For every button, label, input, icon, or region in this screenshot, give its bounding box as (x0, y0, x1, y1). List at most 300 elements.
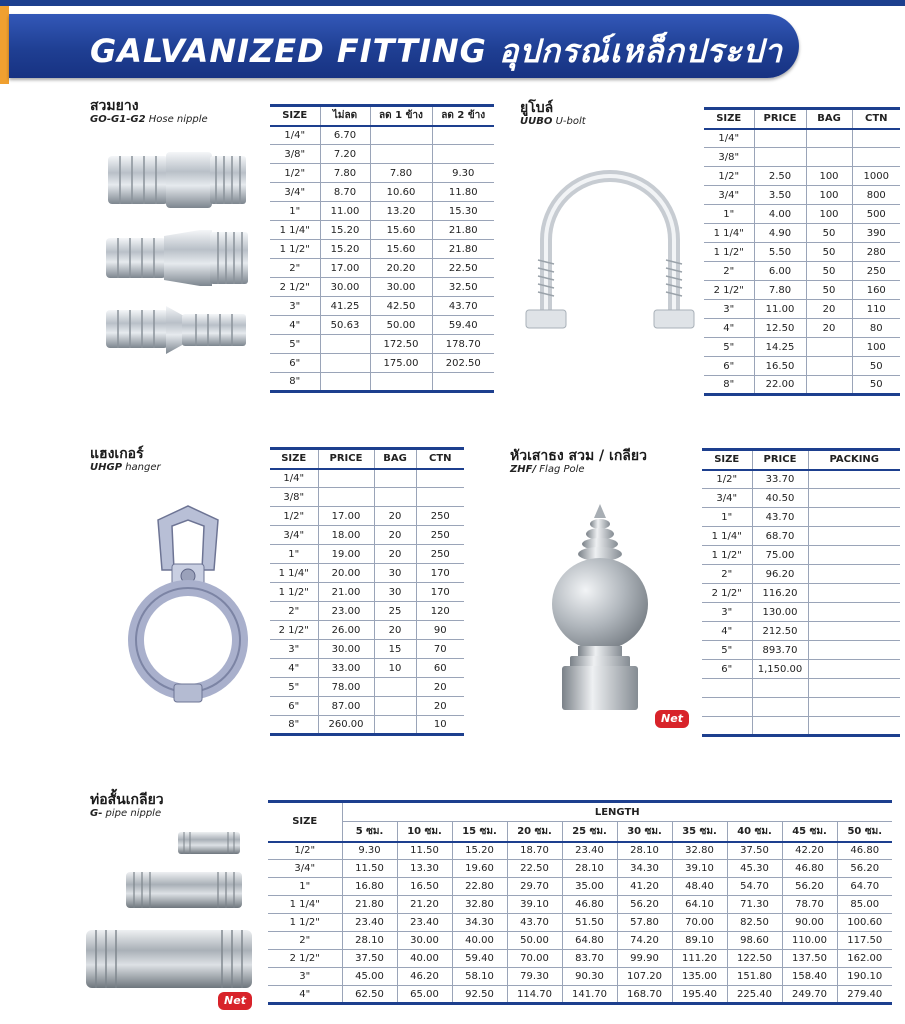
hose-name-th: สวมยาง (90, 98, 139, 114)
nipple-col-length: 40 ซม. (727, 822, 782, 842)
nipple-value-cell: 32.80 (672, 842, 727, 860)
nipple-value-cell: 70.00 (672, 914, 727, 932)
nipple-value-cell: 40.00 (397, 950, 452, 968)
ubolt-table-row (704, 205, 900, 224)
hanger-value-cell: 250 (416, 526, 464, 545)
nipple-value-cell: 59.40 (452, 950, 507, 968)
nipple-col-size: SIZE (268, 802, 342, 842)
ubolt-value-cell: 22.00 (754, 376, 806, 395)
hanger-size-cell: 5" (270, 678, 318, 697)
ubolt-value-cell: 80 (852, 319, 900, 338)
hanger-col-bag: BAG (374, 449, 416, 469)
hanger-col-price: PRICE (318, 449, 374, 469)
ubolt-value-cell: 14.25 (754, 338, 806, 357)
hanger-table-row (270, 640, 464, 659)
hose-size-cell: 4" (270, 316, 320, 335)
ubolt-value-cell: 12.50 (754, 319, 806, 338)
flagpole-value-cell: 130.00 (752, 603, 808, 622)
nipple-value-cell: 100.60 (837, 914, 892, 932)
ubolt-value-cell (852, 129, 900, 148)
ubolt-value-cell: 100 (806, 167, 852, 186)
ubolt-col-size: SIZE (704, 109, 754, 129)
ubolt-value-cell (806, 338, 852, 357)
hose-value-cell: 172.50 (370, 335, 432, 354)
ubolt-table-row (704, 376, 900, 395)
nipple-value-cell: 23.40 (342, 914, 397, 932)
nipple-col-length: 30 ซม. (617, 822, 672, 842)
nipple-size-cell: 1" (268, 878, 342, 896)
hose-col-reduce-1: ลด 1 ข้าง (370, 106, 432, 126)
ubolt-value-cell: 3.50 (754, 186, 806, 205)
hanger-size-cell: 1 1/2" (270, 583, 318, 602)
hose-value-cell: 50.63 (320, 316, 370, 335)
hanger-value-cell: 87.00 (318, 697, 374, 716)
flagpole-col-packing: PACKING (808, 450, 900, 470)
nipple-value-cell: 117.50 (837, 932, 892, 950)
hose-table-row (270, 335, 494, 354)
ubolt-price-table (704, 107, 900, 396)
ubolt-value-cell: 50 (806, 243, 852, 262)
nipple-value-cell: 30.00 (397, 932, 452, 950)
nipple-size-cell: 2 1/2" (268, 950, 342, 968)
nipple-value-cell: 39.10 (507, 896, 562, 914)
flagpole-size-cell (702, 698, 752, 717)
hanger-table-row (270, 583, 464, 602)
hanger-value-cell: 33.00 (318, 659, 374, 678)
nipple-value-cell: 70.00 (507, 950, 562, 968)
hose-table-row (270, 354, 494, 373)
hose-col-size: SIZE (270, 106, 320, 126)
ubolt-col-ctn: CTN (852, 109, 900, 129)
hanger-price-table (270, 447, 464, 736)
nipple-size-cell: 4" (268, 986, 342, 1004)
nipple-value-cell: 11.50 (342, 860, 397, 878)
nipple-size-cell: 3/4" (268, 860, 342, 878)
hose-table-row (270, 183, 494, 202)
hose-col-reduce-2: ลด 2 ข้าง (432, 106, 494, 126)
flagpole-value-cell: 75.00 (752, 546, 808, 565)
flagpole-table-row (702, 565, 900, 584)
flagpole-value-cell (808, 660, 900, 679)
nipple-value-cell: 111.20 (672, 950, 727, 968)
nipple-value-cell: 56.20 (617, 896, 672, 914)
nipple-value-cell: 42.20 (782, 842, 837, 860)
nipple-value-cell: 56.20 (782, 878, 837, 896)
nipple-col-length: 25 ซม. (562, 822, 617, 842)
hose-value-cell (432, 145, 494, 164)
hanger-value-cell: 18.00 (318, 526, 374, 545)
flagpole-table-row (702, 641, 900, 660)
nipple-value-cell: 58.10 (452, 968, 507, 986)
hose-value-cell: 7.80 (370, 164, 432, 183)
hose-size-cell: 3/8" (270, 145, 320, 164)
flagpole-value-cell: 116.20 (752, 584, 808, 603)
hose-label (90, 98, 208, 126)
nipple-value-cell: 11.50 (397, 842, 452, 860)
hanger-size-cell: 2" (270, 602, 318, 621)
nipple-size-cell: 2" (268, 932, 342, 950)
flagpole-value-cell (808, 679, 900, 698)
flagpole-value-cell (752, 698, 808, 717)
hose-nipple-image (100, 148, 260, 358)
hanger-value-cell: 250 (416, 507, 464, 526)
hose-size-cell: 1/4" (270, 126, 320, 145)
hanger-value-cell: 20 (416, 678, 464, 697)
nipple-value-cell: 21.20 (397, 896, 452, 914)
hanger-value-cell: 19.00 (318, 545, 374, 564)
nipple-size-cell: 3" (268, 968, 342, 986)
nipple-value-cell: 51.50 (562, 914, 617, 932)
nipple-col-length: 50 ซม. (837, 822, 892, 842)
flagpole-size-cell: 6" (702, 660, 752, 679)
flagpole-table-row (702, 717, 900, 736)
hose-size-cell: 2 1/2" (270, 278, 320, 297)
hose-table-row (270, 221, 494, 240)
ubolt-size-cell: 4" (704, 319, 754, 338)
nipple-value-cell: 135.00 (672, 968, 727, 986)
hanger-value-cell (318, 488, 374, 507)
nipple-value-cell: 99.90 (617, 950, 672, 968)
top-strip (0, 0, 905, 6)
nipple-code: G- (90, 808, 103, 820)
ubolt-table-row (704, 281, 900, 300)
nipple-value-cell: 32.80 (452, 896, 507, 914)
nipple-col-length: 5 ซม. (342, 822, 397, 842)
hanger-size-cell: 3" (270, 640, 318, 659)
hose-value-cell: 7.20 (320, 145, 370, 164)
flagpole-size-cell: 2 1/2" (702, 584, 752, 603)
hanger-value-cell (374, 469, 416, 488)
ubolt-size-cell: 3" (704, 300, 754, 319)
nipple-value-cell: 89.10 (672, 932, 727, 950)
flagpole-value-cell (808, 641, 900, 660)
nipple-value-cell: 83.70 (562, 950, 617, 968)
hose-size-cell: 1 1/2" (270, 240, 320, 259)
nipple-size-cell: 1 1/4" (268, 896, 342, 914)
hose-value-cell: 9.30 (432, 164, 494, 183)
flagpole-value-cell (808, 508, 900, 527)
nipple-value-cell: 168.70 (617, 986, 672, 1004)
ubolt-value-cell (806, 148, 852, 167)
ubolt-name-en: U-bolt (555, 116, 586, 128)
hose-value-cell: 22.50 (432, 259, 494, 278)
hose-value-cell: 30.00 (370, 278, 432, 297)
nipple-value-cell: 28.10 (617, 842, 672, 860)
ubolt-size-cell: 1" (704, 205, 754, 224)
ubolt-name-th: ยูโบล์ (520, 100, 554, 116)
hanger-value-cell: 70 (416, 640, 464, 659)
flagpole-code: ZHF/ (510, 464, 537, 476)
hose-table-row (270, 145, 494, 164)
hanger-value-cell: 30 (374, 583, 416, 602)
hose-value-cell (370, 145, 432, 164)
hose-col-no-reduce: ไม่ลด (320, 106, 370, 126)
ubolt-label (520, 100, 586, 128)
ubolt-table-row (704, 224, 900, 243)
ubolt-value-cell: 5.50 (754, 243, 806, 262)
hanger-value-cell: 20 (374, 621, 416, 640)
ubolt-value-cell: 100 (806, 186, 852, 205)
nipple-table-row (268, 986, 892, 1004)
flagpole-size-cell: 1 1/2" (702, 546, 752, 565)
hanger-value-cell: 120 (416, 602, 464, 621)
hanger-value-cell (374, 678, 416, 697)
hanger-value-cell: 60 (416, 659, 464, 678)
nipple-value-cell: 190.10 (837, 968, 892, 986)
nipple-value-cell: 64.70 (837, 878, 892, 896)
hanger-table-row (270, 678, 464, 697)
hanger-table-row (270, 507, 464, 526)
hose-size-cell: 1 1/4" (270, 221, 320, 240)
hose-value-cell: 11.00 (320, 202, 370, 221)
nipple-value-cell: 22.50 (507, 860, 562, 878)
flagpole-value-cell: 43.70 (752, 508, 808, 527)
nipple-value-cell: 54.70 (727, 878, 782, 896)
hose-value-cell (320, 335, 370, 354)
hose-value-cell: 21.80 (432, 240, 494, 259)
flagpole-value-cell: 40.50 (752, 489, 808, 508)
nipple-value-cell: 37.50 (342, 950, 397, 968)
flagpole-size-cell: 5" (702, 641, 752, 660)
hanger-size-cell: 4" (270, 659, 318, 678)
flagpole-table-row (702, 698, 900, 717)
ubolt-col-price: PRICE (754, 109, 806, 129)
hose-value-cell: 10.60 (370, 183, 432, 202)
flagpole-value-cell (808, 489, 900, 508)
nipple-table-row (268, 878, 892, 896)
hose-value-cell (320, 354, 370, 373)
hose-value-cell: 202.50 (432, 354, 494, 373)
flagpole-value-cell (808, 622, 900, 641)
nipple-value-cell: 151.80 (727, 968, 782, 986)
hanger-col-ctn: CTN (416, 449, 464, 469)
nipple-value-cell: 64.10 (672, 896, 727, 914)
flagpole-size-cell (702, 717, 752, 736)
flagpole-size-cell: 1/2" (702, 470, 752, 489)
hanger-name-th: แฮงเกอร์ (90, 446, 144, 462)
nipple-value-cell: 85.00 (837, 896, 892, 914)
hose-value-cell: 13.20 (370, 202, 432, 221)
flagpole-table-row (702, 622, 900, 641)
ubolt-size-cell: 1 1/2" (704, 243, 754, 262)
ubolt-value-cell: 7.80 (754, 281, 806, 300)
nipple-col-length: 45 ซม. (782, 822, 837, 842)
hanger-value-cell: 170 (416, 564, 464, 583)
flagpole-col-size: SIZE (702, 450, 752, 470)
accent-bar (0, 6, 9, 84)
hanger-size-cell: 1 1/4" (270, 564, 318, 583)
hanger-value-cell: 170 (416, 583, 464, 602)
nipple-value-cell: 16.50 (397, 878, 452, 896)
hose-value-cell: 15.20 (320, 240, 370, 259)
nipple-value-cell: 9.30 (342, 842, 397, 860)
flagpole-size-cell: 3/4" (702, 489, 752, 508)
hanger-value-cell: 30.00 (318, 640, 374, 659)
nipple-value-cell: 64.80 (562, 932, 617, 950)
ubolt-value-cell: 6.00 (754, 262, 806, 281)
nipple-value-cell: 71.30 (727, 896, 782, 914)
nipple-value-cell: 46.80 (562, 896, 617, 914)
nipple-value-cell: 79.30 (507, 968, 562, 986)
flagpole-value-cell (808, 546, 900, 565)
hanger-size-cell: 1/4" (270, 469, 318, 488)
nipple-value-cell: 28.10 (562, 860, 617, 878)
nipple-value-cell: 45.00 (342, 968, 397, 986)
hanger-size-cell: 6" (270, 697, 318, 716)
flagpole-value-cell (752, 679, 808, 698)
hose-table-row (270, 240, 494, 259)
nipple-value-cell: 158.40 (782, 968, 837, 986)
hanger-value-cell: 17.00 (318, 507, 374, 526)
flagpole-size-cell: 4" (702, 622, 752, 641)
u-bolt-image (520, 170, 700, 340)
hose-value-cell: 15.20 (320, 221, 370, 240)
nipple-value-cell: 122.50 (727, 950, 782, 968)
hose-table-row (270, 126, 494, 145)
ubolt-value-cell: 1000 (852, 167, 900, 186)
hanger-table-row (270, 564, 464, 583)
nipple-value-cell: 16.80 (342, 878, 397, 896)
hanger-value-cell: 26.00 (318, 621, 374, 640)
flagpole-size-cell: 1" (702, 508, 752, 527)
hose-value-cell: 20.20 (370, 259, 432, 278)
hanger-value-cell (374, 716, 416, 735)
ubolt-value-cell: 100 (806, 205, 852, 224)
hanger-value-cell: 20 (374, 545, 416, 564)
hanger-value-cell: 10 (374, 659, 416, 678)
ubolt-size-cell: 5" (704, 338, 754, 357)
flagpole-table-row (702, 679, 900, 698)
hanger-value-cell: 260.00 (318, 716, 374, 735)
nipple-value-cell: 137.50 (782, 950, 837, 968)
flagpole-value-cell: 68.70 (752, 527, 808, 546)
hanger-value-cell: 90 (416, 621, 464, 640)
hose-value-cell: 59.40 (432, 316, 494, 335)
hanger-col-size: SIZE (270, 449, 318, 469)
flagpole-value-cell: 1,150.00 (752, 660, 808, 679)
hanger-table-row (270, 659, 464, 678)
ubolt-table-row (704, 129, 900, 148)
hanger-value-cell: 250 (416, 545, 464, 564)
nipple-value-cell: 34.30 (617, 860, 672, 878)
hanger-image (118, 500, 258, 710)
hose-value-cell: 178.70 (432, 335, 494, 354)
nipple-value-cell: 114.70 (507, 986, 562, 1004)
flagpole-name-th: หัวเสาธง สวม / เกลียว (510, 448, 647, 464)
hanger-value-cell: 21.00 (318, 583, 374, 602)
hose-name-en: Hose nipple (148, 114, 208, 126)
nipple-value-cell: 74.20 (617, 932, 672, 950)
ubolt-value-cell (806, 376, 852, 395)
hose-value-cell (320, 373, 370, 392)
ubolt-table-row (704, 300, 900, 319)
ubolt-value-cell: 100 (852, 338, 900, 357)
hanger-value-cell: 20 (374, 526, 416, 545)
ubolt-table-row (704, 319, 900, 338)
ubolt-size-cell: 1/4" (704, 129, 754, 148)
nipple-table-row (268, 842, 892, 860)
nipple-value-cell: 29.70 (507, 878, 562, 896)
hose-value-cell: 15.30 (432, 202, 494, 221)
flagpole-price-table (702, 448, 900, 737)
hanger-table-row (270, 716, 464, 735)
nipple-value-cell: 92.50 (452, 986, 507, 1004)
ubolt-value-cell: 50 (806, 262, 852, 281)
nipple-value-cell: 28.10 (342, 932, 397, 950)
nipple-col-length: 35 ซม. (672, 822, 727, 842)
hose-value-cell (432, 373, 494, 392)
nipple-value-cell: 195.40 (672, 986, 727, 1004)
nipple-value-cell: 40.00 (452, 932, 507, 950)
flagpole-size-cell: 1 1/4" (702, 527, 752, 546)
nipple-table-row (268, 950, 892, 968)
nipple-value-cell: 57.80 (617, 914, 672, 932)
ubolt-col-bag: BAG (806, 109, 852, 129)
ubolt-value-cell: 50 (806, 281, 852, 300)
hose-value-cell: 32.50 (432, 278, 494, 297)
flagpole-table-row (702, 527, 900, 546)
nipple-table-row (268, 860, 892, 878)
flag-pole-finial-image (540, 500, 660, 715)
flagpole-value-cell: 212.50 (752, 622, 808, 641)
hose-size-cell: 6" (270, 354, 320, 373)
flagpole-table-row (702, 660, 900, 679)
ubolt-value-cell: 50 (852, 376, 900, 395)
flagpole-value-cell: 96.20 (752, 565, 808, 584)
hanger-size-cell: 8" (270, 716, 318, 735)
nipple-value-cell: 65.00 (397, 986, 452, 1004)
flagpole-value-cell (808, 603, 900, 622)
ubolt-value-cell: 11.00 (754, 300, 806, 319)
hose-value-cell: 7.80 (320, 164, 370, 183)
hose-size-cell: 1" (270, 202, 320, 221)
flagpole-table-row (702, 508, 900, 527)
nipple-size-cell: 1/2" (268, 842, 342, 860)
flagpole-value-cell (808, 565, 900, 584)
hanger-label (90, 446, 161, 474)
ubolt-table-row (704, 357, 900, 376)
nipple-value-cell: 279.40 (837, 986, 892, 1004)
nipple-table-row (268, 968, 892, 986)
nipple-value-cell: 43.70 (507, 914, 562, 932)
hanger-table-row (270, 621, 464, 640)
nipple-net-badge: Net (218, 992, 252, 1010)
nipple-value-cell: 15.20 (452, 842, 507, 860)
hose-size-cell: 3/4" (270, 183, 320, 202)
hose-table-row (270, 297, 494, 316)
ubolt-value-cell (806, 357, 852, 376)
ubolt-value-cell: 110 (852, 300, 900, 319)
hose-value-cell: 17.00 (320, 259, 370, 278)
hanger-value-cell (374, 488, 416, 507)
hanger-code: UHGP (90, 462, 123, 474)
pipe-nipple-image (84, 826, 264, 1006)
hanger-size-cell: 3/4" (270, 526, 318, 545)
hose-table-row (270, 316, 494, 335)
nipple-value-cell: 110.00 (782, 932, 837, 950)
hanger-table-row (270, 526, 464, 545)
ubolt-value-cell: 4.90 (754, 224, 806, 243)
flagpole-value-cell (808, 527, 900, 546)
flagpole-value-cell (808, 698, 900, 717)
ubolt-size-cell: 2" (704, 262, 754, 281)
hose-table-row (270, 373, 494, 392)
hanger-value-cell (416, 488, 464, 507)
nipple-col-length: 15 ซม. (452, 822, 507, 842)
flagpole-size-cell: 2" (702, 565, 752, 584)
hanger-size-cell: 3/8" (270, 488, 318, 507)
nipple-value-cell: 78.70 (782, 896, 837, 914)
